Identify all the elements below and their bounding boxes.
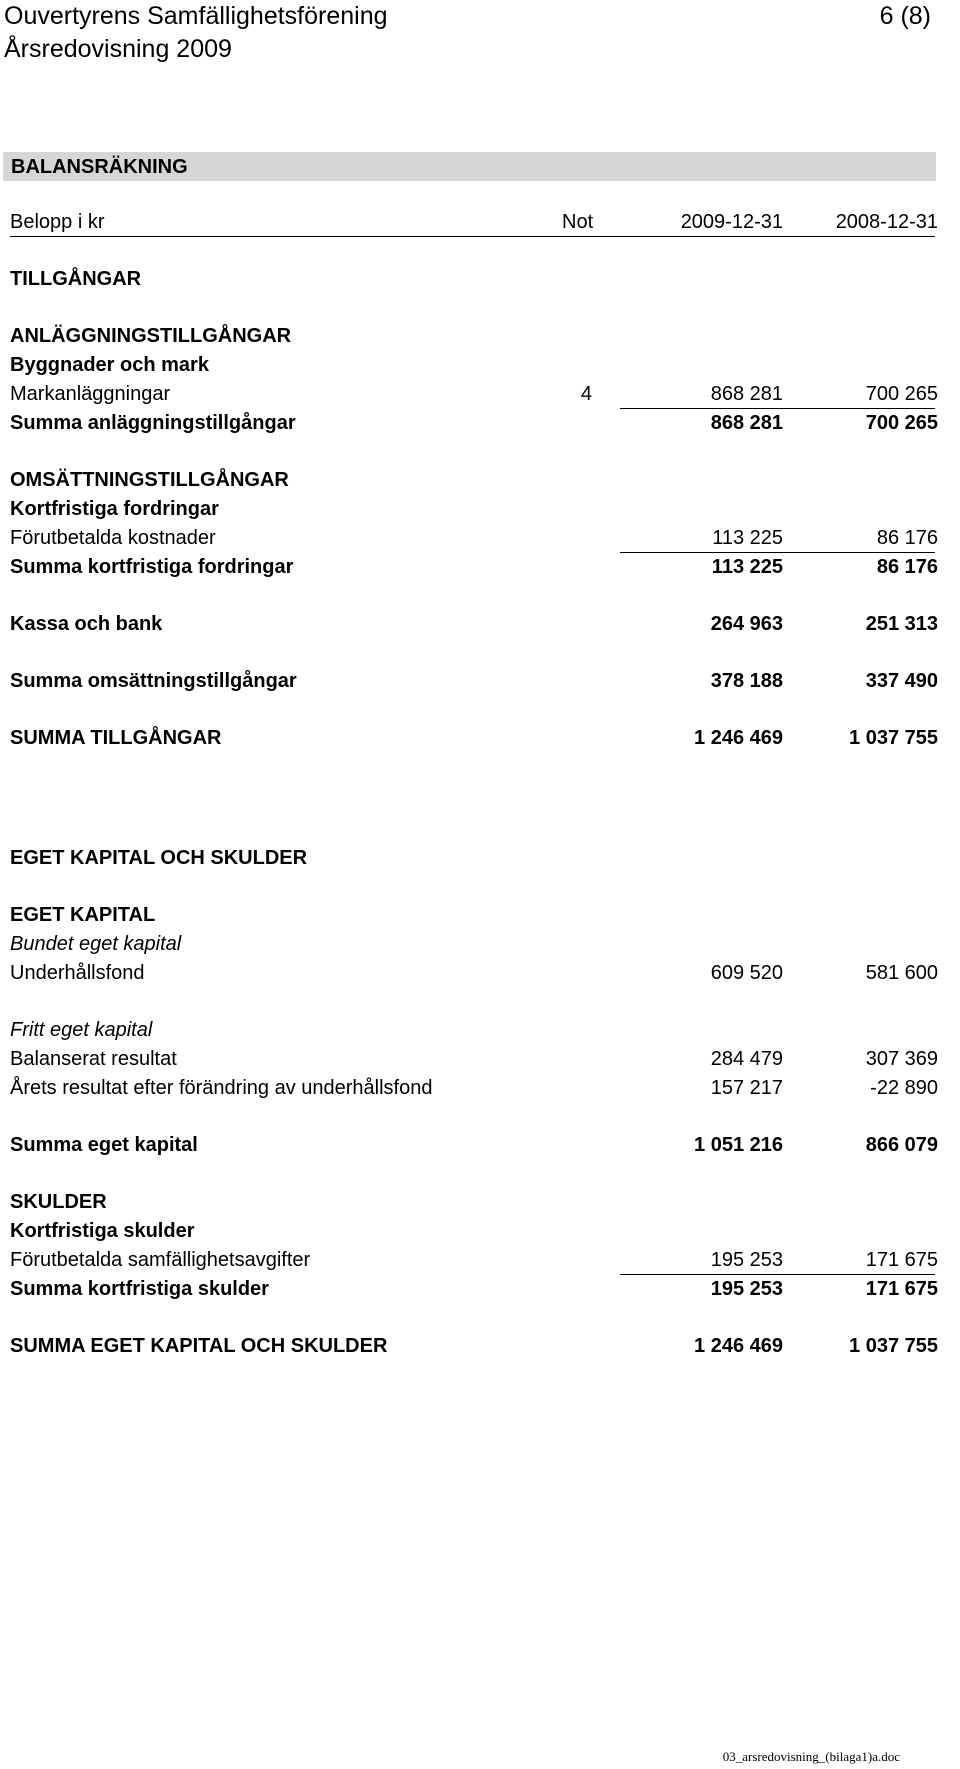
row-value-2008: 1 037 755 — [849, 1335, 938, 1357]
row-summa-anlaggningstillgangar — [10, 411, 938, 436]
heading-label: TILLGÅNGAR — [10, 268, 142, 290]
sum-line — [620, 1274, 935, 1275]
row-value-2008: 581 600 — [865, 962, 938, 984]
row-value-2008: 86 176 — [876, 527, 938, 549]
row-label: SUMMA TILLGÅNGAR — [10, 727, 222, 749]
subheading-label: Byggnader och mark — [10, 354, 209, 376]
row-balanserat-resultat — [10, 1047, 938, 1072]
row-value-2009: 113 225 — [711, 556, 783, 578]
sum-line — [620, 552, 935, 553]
subheading-label: Fritt eget kapital — [10, 1019, 153, 1041]
document-title: Årsredovisning 2009 — [4, 35, 232, 63]
row-forutbetalda-kostnader — [10, 526, 938, 551]
subheading-label: Kortfristiga skulder — [10, 1220, 195, 1242]
row-value-2009: 284 479 — [710, 1048, 783, 1070]
column-header-label: Belopp i kr — [10, 211, 105, 233]
row-kassa-och-bank — [10, 612, 938, 637]
page-number: 6 (8) — [879, 2, 931, 30]
row-summa-kortfristiga-skulder — [10, 1277, 938, 1302]
heading-skulder — [10, 1190, 935, 1215]
row-value-2009: 1 246 469 — [694, 727, 783, 749]
row-value-2008: 251 313 — [865, 613, 938, 635]
heading-anlaggningstillgangar — [10, 324, 935, 349]
heading-label: OMSÄTTNINGSTILLGÅNGAR — [10, 469, 289, 491]
row-label: Summa omsättningstillgångar — [10, 670, 297, 692]
row-label: SUMMA EGET KAPITAL OCH SKULDER — [10, 1335, 388, 1357]
row-label: Årets resultat efter förändring av underhållsfond — [10, 1077, 433, 1099]
row-value-2008: 307 369 — [865, 1048, 938, 1070]
subheading-label: Bundet eget kapital — [10, 933, 182, 955]
heading-label: SKULDER — [10, 1191, 107, 1213]
subheading-kortfristiga-fordringar — [10, 497, 935, 522]
subheading-kortfristiga-skulder — [10, 1219, 935, 1244]
row-summa-eget-kapital — [10, 1133, 938, 1158]
row-summa-eget-kapital-och-skulder — [10, 1334, 938, 1359]
subheading-byggnader — [10, 353, 935, 378]
subheading-fritt-eget-kapital — [10, 1018, 935, 1043]
row-value-2008: 700 265 — [865, 412, 938, 434]
heading-tillgangar — [10, 267, 935, 292]
row-value-2009: 1 246 469 — [694, 1335, 783, 1357]
subheading-bundet-eget-kapital — [10, 932, 935, 957]
sum-line — [620, 408, 935, 409]
row-label: Summa anläggningstillgångar — [10, 412, 296, 434]
column-header-row — [10, 210, 938, 235]
header-underline — [10, 236, 935, 237]
row-label: Kassa och bank — [10, 613, 163, 635]
row-summa-omsattningstillgangar — [10, 669, 938, 694]
column-header-2009: 2009-12-31 — [680, 211, 783, 233]
row-label: Underhållsfond — [10, 962, 145, 984]
row-label: Förutbetalda samfällighetsavgifter — [10, 1249, 311, 1271]
subheading-label: Kortfristiga fordringar — [10, 498, 219, 520]
row-value-2009: 157 217 — [710, 1077, 783, 1099]
row-label: Förutbetalda kostnader — [10, 527, 216, 549]
heading-eget-kapital-och-skulder — [10, 846, 935, 871]
column-header-2008: 2008-12-31 — [835, 211, 938, 233]
row-value-2009: 1 051 216 — [694, 1134, 783, 1156]
row-underhallsfond — [10, 961, 938, 986]
row-value-2008: 171 675 — [865, 1278, 938, 1300]
row-value-2008: 1 037 755 — [849, 727, 938, 749]
row-value-2009: 195 253 — [710, 1278, 783, 1300]
row-value-2009: 868 281 — [710, 412, 783, 434]
row-label: Markanläggningar — [10, 383, 171, 405]
row-summa-kortfristiga-fordringar — [10, 555, 938, 580]
heading-label: ANLÄGGNINGSTILLGÅNGAR — [10, 325, 292, 347]
row-label: Summa kortfristiga skulder — [10, 1278, 269, 1300]
row-value-2008: 86 176 — [876, 556, 938, 578]
row-value-2009: 264 963 — [710, 613, 783, 635]
section-title: BALANSRÄKNING — [11, 156, 188, 178]
document-filename-footer: 03_arsredovisning_(bilaga1)a.doc — [722, 1749, 900, 1764]
org-name: Ouvertyrens Samfällighetsförening — [4, 2, 388, 30]
row-value-2009: 868 281 — [710, 383, 783, 405]
row-value-2008: 700 265 — [865, 383, 938, 405]
document-header — [4, 0, 388, 66]
row-value-2008: 337 490 — [865, 670, 938, 692]
row-value-2009: 378 188 — [710, 670, 783, 692]
heading-omsattningstillgangar — [10, 468, 935, 493]
row-summa-tillgangar — [10, 726, 938, 751]
row-label: Summa kortfristiga fordringar — [10, 556, 294, 578]
row-markanlaggningar — [10, 382, 938, 407]
row-value-2009: 113 225 — [712, 527, 783, 549]
row-value-2008: -22 890 — [870, 1077, 938, 1099]
row-forutbetalda-samfallighetsavgifter — [10, 1248, 938, 1273]
heading-label: EGET KAPITAL OCH SKULDER — [10, 847, 308, 869]
section-title-bar — [3, 152, 936, 181]
row-arets-resultat — [10, 1076, 938, 1101]
row-label: Balanserat resultat — [10, 1048, 177, 1070]
row-note: 4 — [580, 383, 592, 405]
row-value-2009: 195 253 — [710, 1249, 783, 1271]
row-value-2009: 609 520 — [710, 962, 783, 984]
column-header-not: Not — [562, 211, 594, 233]
heading-eget-kapital — [10, 903, 935, 928]
row-value-2008: 171 675 — [865, 1249, 938, 1271]
row-value-2008: 866 079 — [865, 1134, 938, 1156]
row-label: Summa eget kapital — [10, 1134, 198, 1156]
heading-label: EGET KAPITAL — [10, 904, 156, 926]
